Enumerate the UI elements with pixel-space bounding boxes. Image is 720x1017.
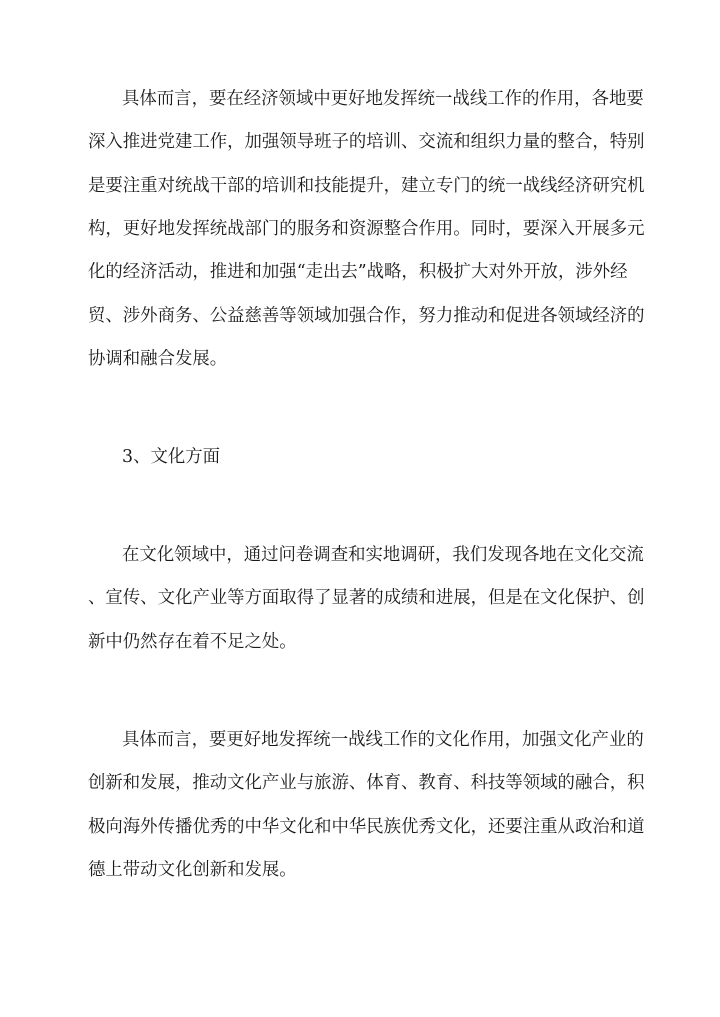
paragraph-line: 极向海外传播优秀的中华文化和中华民族优秀文化，还要注重从政治和道 xyxy=(88,817,645,837)
paragraph-line: 深入推进党建工作，加强领导班子的培训、交流和组织力量的整合，特别 xyxy=(88,132,645,152)
paragraph-line: 具体而言，要更好地发挥统一战线工作的文化作用，加强文化产业的 xyxy=(122,730,644,750)
paragraph-line: 是要注重对统战干部的培训和技能提升，建立专门的统一战线经济研究机 xyxy=(88,176,645,196)
paragraph-line: 贸、涉外商务、公益慈善等领域加强合作，努力推动和促进各领域经济的 xyxy=(88,306,645,326)
paragraph-line: 化的经济活动，推进和加强“走出去”战略，积极扩大对外开放，涉外经 xyxy=(88,262,628,282)
paragraph-line: 协调和融合发展。 xyxy=(88,349,228,369)
paragraph-line: 、宣传、文化产业等方面取得了显著的成绩和进展，但是在文化保护、创 xyxy=(88,588,645,608)
section-heading: 3、文化方面 xyxy=(122,447,221,467)
paragraph-line: 具体而言，要在经济领域中更好地发挥统一战线工作的作用，各地要 xyxy=(122,89,644,109)
paragraph-line: 在文化领域中，通过问卷调查和实地调研，我们发现各地在文化交流 xyxy=(122,545,644,565)
paragraph-line: 新中仍然存在着不足之处。 xyxy=(88,632,297,652)
paragraph-line: 构，更好地发挥统战部门的服务和资源整合作用。同时，要深入开展多元 xyxy=(88,219,645,239)
paragraph-line: 创新和发展，推动文化产业与旅游、体育、教育、科技等领域的融合，积 xyxy=(88,773,645,793)
paragraph-line: 德上带动文化创新和发展。 xyxy=(88,860,297,880)
